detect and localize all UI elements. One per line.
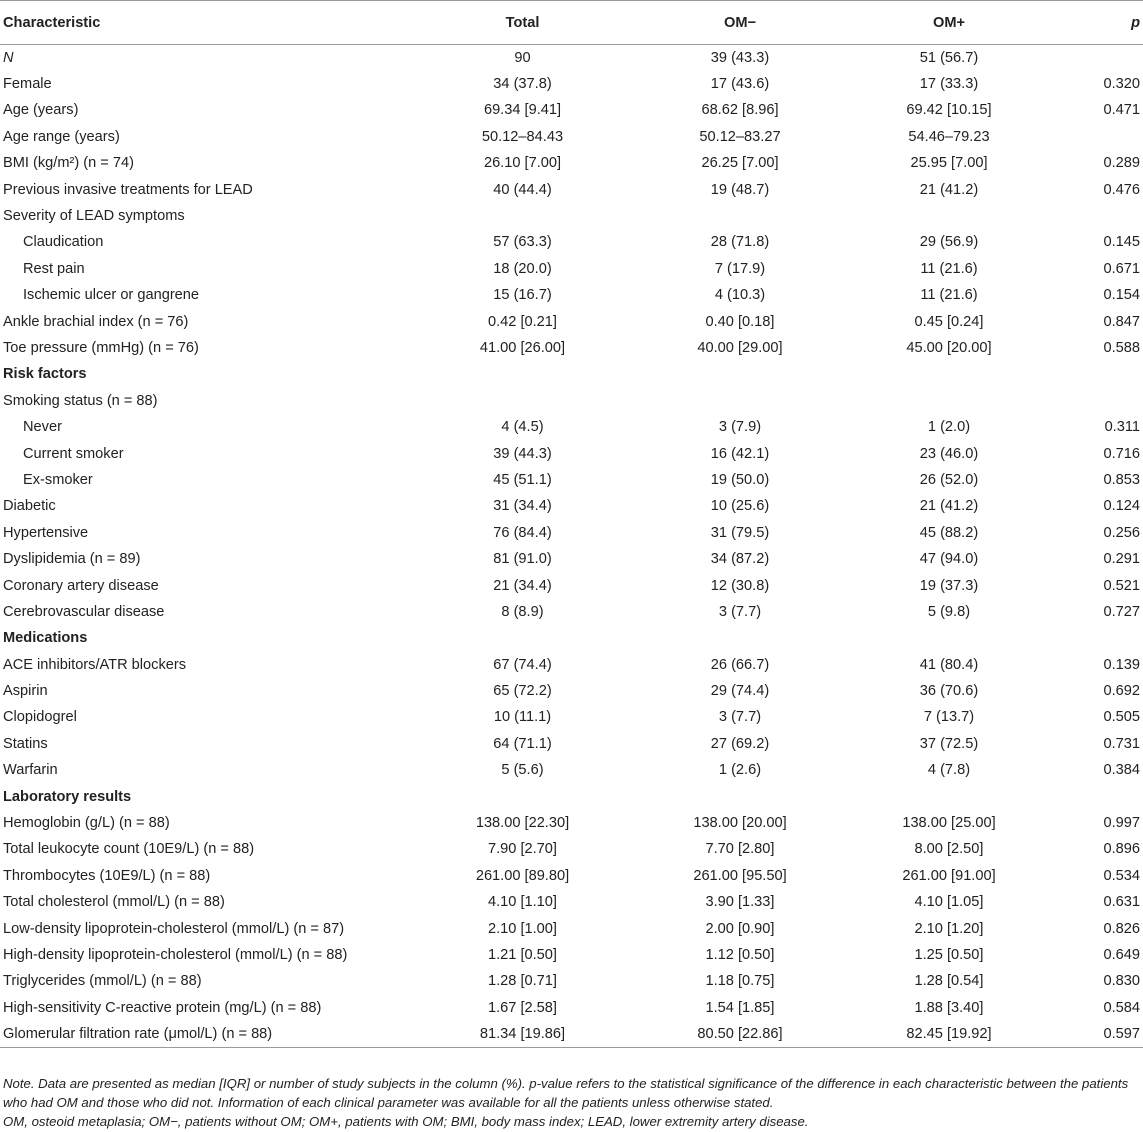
characteristic-cell: Age (years) [3, 102, 79, 119]
p-value-cell [1053, 45, 1143, 71]
characteristic-cell: High-density lipoprotein-cholesterol (mmol/L) (n = 88) [3, 946, 348, 963]
om-negative-cell: 3 (7.9) [718, 419, 762, 436]
p-value-cell: 0.997 [1103, 815, 1140, 832]
characteristic-cell: Ischemic ulcer or gangrene [23, 287, 200, 304]
total-cell: 1.21 [0.50] [488, 946, 557, 963]
total-cell: 41.00 [26.00] [479, 339, 566, 356]
total-cell [410, 783, 635, 809]
characteristic-cell: Smoking status (n = 88) [3, 392, 158, 409]
table-row [0, 942, 1143, 968]
om-positive-cell [845, 625, 1053, 651]
om-negative-cell: 7 (17.9) [714, 260, 766, 277]
om-negative-cell: 4 (10.3) [714, 287, 766, 304]
p-value-cell: 0.384 [1103, 762, 1140, 779]
table-body [0, 45, 1143, 1048]
characteristic-cell: Glomerular filtration rate (μmol/L) (n = 88) [0, 1021, 410, 1047]
total-cell: 5 (5.6) [501, 762, 544, 779]
p-value-cell: 0.853 [1103, 471, 1140, 488]
total-cell: 39 (44.3) [493, 445, 552, 462]
table-row [0, 308, 1143, 334]
total-cell [410, 361, 635, 387]
p-value-cell: 0.830 [1103, 973, 1140, 990]
characteristic-cell: Ex-smoker [23, 471, 93, 488]
table-row [0, 124, 1143, 150]
om-positive-cell: 138.00 [25.00] [902, 815, 996, 832]
table-footnotes [3, 1074, 1140, 1131]
characteristic-cell: Statins [3, 735, 48, 752]
table-row [0, 520, 1143, 546]
om-negative-cell [635, 783, 845, 809]
p-value-cell [1053, 203, 1143, 229]
p-value-cell: 0.145 [1103, 234, 1140, 251]
total-cell: 81 (91.0) [493, 551, 552, 568]
total-cell: 81.34 [19.86] [410, 1021, 635, 1047]
table-row [0, 678, 1143, 704]
table-row [0, 651, 1143, 677]
total-cell: 138.00 [22.30] [475, 815, 570, 832]
om-negative-cell: 2.00 [0.90] [705, 920, 775, 937]
table-row [0, 546, 1143, 572]
characteristic-cell: Severity of LEAD symptoms [3, 208, 185, 225]
table-row [0, 704, 1143, 730]
header-total: Total [410, 1, 635, 45]
total-cell: 69.34 [9.41] [483, 102, 562, 119]
total-cell: 90 [514, 49, 531, 66]
characteristic-cell: Triglycerides (mmol/L) (n = 88) [3, 973, 202, 990]
characteristic-cell: Claudication [23, 234, 104, 251]
om-positive-cell: 26 (52.0) [919, 471, 979, 488]
table-row [0, 968, 1143, 994]
characteristic-cell: Rest pain [23, 260, 85, 277]
total-cell: 10 (11.1) [493, 709, 552, 726]
characteristic-cell: High-sensitivity C-reactive protein (mg/L) (n = 88) [3, 999, 322, 1016]
total-cell: 18 (20.0) [493, 260, 552, 277]
characteristic-cell: Coronary artery disease [3, 577, 159, 594]
p-value-cell: 0.631 [1103, 894, 1140, 911]
p-value-cell: 0.124 [1103, 498, 1140, 515]
table-row [0, 599, 1143, 625]
p-value-cell: 0.731 [1103, 735, 1140, 752]
p-value-cell: 0.692 [1103, 683, 1140, 700]
table-row [0, 572, 1143, 598]
table-row [0, 731, 1143, 757]
om-negative-cell: 40.00 [29.00] [697, 339, 783, 356]
p-value-cell: 0.521 [1103, 577, 1140, 594]
p-value-cell [1053, 783, 1143, 809]
om-negative-cell: 1 (2.6) [718, 762, 762, 779]
total-cell: 65 (72.2) [493, 683, 552, 700]
characteristic-cell: Hypertensive [3, 524, 89, 541]
table-row [0, 915, 1143, 941]
om-positive-cell: 36 (70.6) [919, 683, 979, 700]
om-negative-cell: 7.70 [2.80] [705, 841, 775, 858]
table-row [0, 889, 1143, 915]
om-positive-cell: 4.10 [1.05] [914, 894, 984, 911]
om-positive-cell: 11 (21.6) [920, 260, 978, 277]
characteristic-cell: N [3, 49, 14, 66]
om-negative-cell: 39 (43.3) [710, 49, 770, 66]
om-positive-cell: 1 (2.0) [927, 419, 971, 436]
p-value-cell: 0.826 [1103, 920, 1140, 937]
characteristic-cell: Cerebrovascular disease [3, 603, 165, 620]
p-value-cell: 0.716 [1103, 445, 1140, 462]
total-cell: 261.00 [89.80] [475, 867, 570, 884]
p-value-cell: 0.505 [1103, 709, 1140, 726]
table-row [0, 256, 1143, 282]
characteristic-cell: Female [3, 76, 52, 93]
total-cell: 31 (34.4) [493, 498, 552, 515]
om-positive-cell [845, 203, 1053, 229]
header-row [0, 1, 1143, 45]
om-positive-cell: 21 (41.2) [919, 181, 979, 198]
p-value-cell [1053, 388, 1143, 414]
table-row [0, 467, 1143, 493]
total-cell: 1.28 [0.71] [488, 973, 557, 990]
total-cell: 21 (34.4) [493, 577, 552, 594]
p-value-cell: 0.597 [1053, 1021, 1143, 1047]
section-row [0, 625, 1143, 651]
p-value-cell: 0.649 [1103, 946, 1140, 963]
p-value-cell: 0.847 [1103, 313, 1140, 330]
om-positive-cell: 11 (21.6) [920, 287, 978, 304]
total-cell: 57 (63.3) [493, 234, 552, 251]
om-positive-cell: 1.88 [3.40] [914, 999, 984, 1016]
table-row [0, 493, 1143, 519]
characteristic-cell: Current smoker [23, 445, 124, 462]
om-negative-cell: 261.00 [95.50] [693, 867, 787, 884]
footnote-note: Note. Data are presented as median [IQR] or number of study subjects in the column (%). p-value refers to the statistical significance of the difference in each characteristic between the patients who had OM and those who did not. Information of each clinical parameter was available for all the patients unless otherwise stated. [3, 1076, 1129, 1110]
table-row [0, 335, 1143, 361]
characteristic-cell: Total cholesterol (mmol/L) (n = 88) [3, 894, 225, 911]
characteristic-cell: Aspirin [3, 683, 48, 700]
om-negative-cell [635, 361, 845, 387]
table-row [0, 863, 1143, 889]
om-positive-cell: 45 (88.2) [919, 524, 979, 541]
om-negative-cell: 29 (74.4) [710, 683, 770, 700]
om-positive-cell: 4 (7.8) [927, 762, 971, 779]
total-cell: 7.90 [2.70] [488, 841, 557, 858]
characteristic-cell: Medications [3, 630, 88, 647]
om-positive-cell [845, 783, 1053, 809]
om-negative-cell [635, 625, 845, 651]
p-value-cell: 0.476 [1103, 181, 1140, 198]
p-value-cell [1053, 625, 1143, 651]
p-value-cell: 0.471 [1103, 102, 1140, 119]
om-negative-cell: 19 (48.7) [710, 181, 770, 198]
p-value-cell: 0.291 [1103, 551, 1140, 568]
total-cell [410, 203, 635, 229]
om-negative-cell: 26 (66.7) [710, 656, 770, 673]
characteristic-cell: Warfarin [3, 762, 58, 779]
p-value-cell: 0.311 [1104, 419, 1140, 436]
om-negative-cell: 3 (7.7) [718, 709, 762, 726]
om-negative-cell: 26.25 [7.00] [701, 155, 779, 172]
table-row [0, 810, 1143, 836]
characteristic-cell: Previous invasive treatments for LEAD [3, 181, 253, 198]
table-row [0, 414, 1143, 440]
total-cell: 4.10 [1.10] [488, 894, 557, 911]
table-row [0, 1021, 1143, 1047]
om-negative-cell: 138.00 [20.00] [693, 815, 787, 832]
total-cell: 45 (51.1) [493, 471, 552, 488]
header-om-negative: OM− [635, 1, 845, 45]
table-row [0, 282, 1143, 308]
om-negative-cell: 12 (30.8) [710, 577, 770, 594]
om-positive-cell: 261.00 [91.00] [902, 867, 996, 884]
total-cell: 26.10 [7.00] [483, 155, 562, 172]
header-om-positive: OM+ [845, 1, 1053, 45]
om-positive-cell: 2.10 [1.20] [914, 920, 984, 937]
characteristic-cell: Diabetic [3, 498, 56, 515]
table-row [0, 440, 1143, 466]
table-row [0, 757, 1143, 783]
table-row [0, 176, 1143, 202]
total-cell: 34 (37.8) [493, 76, 552, 93]
om-positive-cell: 17 (33.3) [919, 76, 979, 93]
om-negative-cell [635, 388, 845, 414]
om-negative-cell: 68.62 [8.96] [701, 102, 779, 119]
om-negative-cell: 27 (69.2) [710, 735, 770, 752]
p-value-cell: 0.256 [1103, 524, 1140, 541]
characteristic-cell: Ankle brachial index (n = 76) [3, 313, 189, 330]
p-value-cell [1053, 361, 1143, 387]
characteristic-cell: Laboratory results [3, 788, 132, 805]
total-cell: 8 (8.9) [501, 603, 544, 620]
om-positive-cell: 37 (72.5) [919, 735, 979, 752]
p-value-cell: 0.588 [1103, 339, 1140, 356]
om-negative-cell: 80.50 [22.86] [635, 1021, 845, 1047]
characteristic-cell: Thrombocytes (10E9/L) (n = 88) [3, 867, 211, 884]
om-negative-cell: 1.54 [1.85] [705, 999, 775, 1016]
om-negative-cell: 28 (71.8) [710, 234, 770, 251]
characteristic-cell: ACE inhibitors/ATR blockers [3, 656, 187, 673]
om-positive-cell: 47 (94.0) [919, 551, 979, 568]
p-value-cell: 0.534 [1103, 867, 1140, 884]
table-row [0, 229, 1143, 255]
total-cell [410, 625, 635, 651]
om-positive-cell: 69.42 [10.15] [906, 102, 992, 119]
om-negative-cell: 0.40 [0.18] [705, 313, 775, 330]
table-row [0, 836, 1143, 862]
characteristic-cell: Never [23, 419, 62, 436]
characteristic-cell: Dyslipidemia (n = 89) [3, 551, 141, 568]
total-cell: 40 (44.4) [493, 181, 552, 198]
om-positive-cell: 21 (41.2) [919, 498, 979, 515]
om-negative-cell: 1.18 [0.75] [705, 973, 775, 990]
om-negative-cell: 1.12 [0.50] [705, 946, 775, 963]
om-positive-cell: 19 (37.3) [919, 577, 979, 594]
p-value-cell: 0.139 [1103, 656, 1140, 673]
header-p-value: p [1053, 1, 1143, 45]
characteristic-cell: Toe pressure (mmHg) (n = 76) [3, 339, 199, 356]
table-row [0, 45, 1143, 71]
total-cell: 67 (74.4) [493, 656, 552, 673]
p-value-cell: 0.896 [1103, 841, 1140, 858]
p-value-cell: 0.584 [1103, 999, 1140, 1016]
om-negative-cell: 34 (87.2) [710, 551, 770, 568]
om-positive-cell: 25.95 [7.00] [910, 155, 988, 172]
characteristic-cell: Total leukocyte count (10E9/L) (n = 88) [3, 841, 255, 858]
om-positive-cell: 0.45 [0.24] [914, 313, 984, 330]
om-positive-cell: 23 (46.0) [919, 445, 979, 462]
om-positive-cell: 8.00 [2.50] [914, 841, 984, 858]
om-negative-cell: 3 (7.7) [718, 603, 762, 620]
om-positive-cell: 54.46–79.23 [908, 128, 990, 145]
total-cell: 64 (71.1) [493, 735, 552, 752]
om-negative-cell: 10 (25.6) [710, 498, 770, 515]
table-row [0, 388, 1143, 414]
om-positive-cell: 1.28 [0.54] [914, 973, 984, 990]
total-cell: 1.67 [2.58] [488, 999, 557, 1016]
om-positive-cell [845, 388, 1053, 414]
total-cell: 2.10 [1.00] [488, 920, 557, 937]
om-negative-cell: 17 (43.6) [710, 76, 770, 93]
total-cell [410, 388, 635, 414]
table-header [0, 1, 1143, 45]
p-value-cell: 0.320 [1103, 76, 1140, 93]
total-cell: 0.42 [0.21] [488, 313, 557, 330]
p-value-cell: 0.671 [1103, 260, 1140, 277]
characteristic-cell: Hemoglobin (g/L) (n = 88) [3, 815, 170, 832]
characteristic-cell: Low-density lipoprotein-cholesterol (mmol/L) (n = 87) [3, 920, 345, 937]
section-row [0, 361, 1143, 387]
om-negative-cell: 16 (42.1) [710, 445, 770, 462]
om-positive-cell: 51 (56.7) [919, 49, 979, 66]
om-negative-cell: 31 (79.5) [710, 524, 770, 541]
table-row [0, 995, 1143, 1021]
om-negative-cell: 3.90 [1.33] [705, 894, 775, 911]
footnote-abbreviations: OM, osteoid metaplasia; OM−, patients without OM; OM+, patients with OM; BMI, body mass index; LEAD, lower extremity artery disease. [3, 1114, 809, 1129]
om-positive-cell: 29 (56.9) [919, 234, 979, 251]
p-value-cell: 0.154 [1103, 287, 1140, 304]
om-positive-cell: 7 (13.7) [923, 709, 975, 726]
om-negative-cell: 50.12–83.27 [699, 128, 781, 145]
om-negative-cell: 19 (50.0) [710, 471, 770, 488]
p-value-cell: 0.289 [1103, 155, 1140, 172]
om-positive-cell [845, 361, 1053, 387]
header-characteristic: Characteristic [0, 1, 410, 45]
om-negative-cell [635, 203, 845, 229]
characteristic-cell: Clopidogrel [3, 709, 77, 726]
characteristic-cell: Age range (years) [3, 128, 120, 145]
table-row [0, 150, 1143, 176]
total-cell: 4 (4.5) [501, 419, 544, 436]
om-positive-cell: 1.25 [0.50] [914, 946, 984, 963]
om-positive-cell: 5 (9.8) [927, 603, 971, 620]
table-row [0, 71, 1143, 97]
table-row [0, 203, 1143, 229]
om-positive-cell: 41 (80.4) [919, 656, 979, 673]
om-positive-cell: 45.00 [20.00] [906, 339, 992, 356]
total-cell: 15 (16.7) [493, 287, 552, 304]
total-cell: 50.12–84.43 [481, 128, 564, 145]
section-row [0, 783, 1143, 809]
total-cell: 76 (84.4) [493, 524, 552, 541]
om-positive-cell: 82.45 [19.92] [845, 1021, 1053, 1047]
p-value-cell [1053, 124, 1143, 150]
characteristic-cell: Risk factors [3, 366, 87, 383]
p-value-cell: 0.727 [1103, 603, 1140, 620]
table-row [0, 97, 1143, 123]
characteristic-cell: BMI (kg/m²) (n = 74) [3, 155, 134, 172]
